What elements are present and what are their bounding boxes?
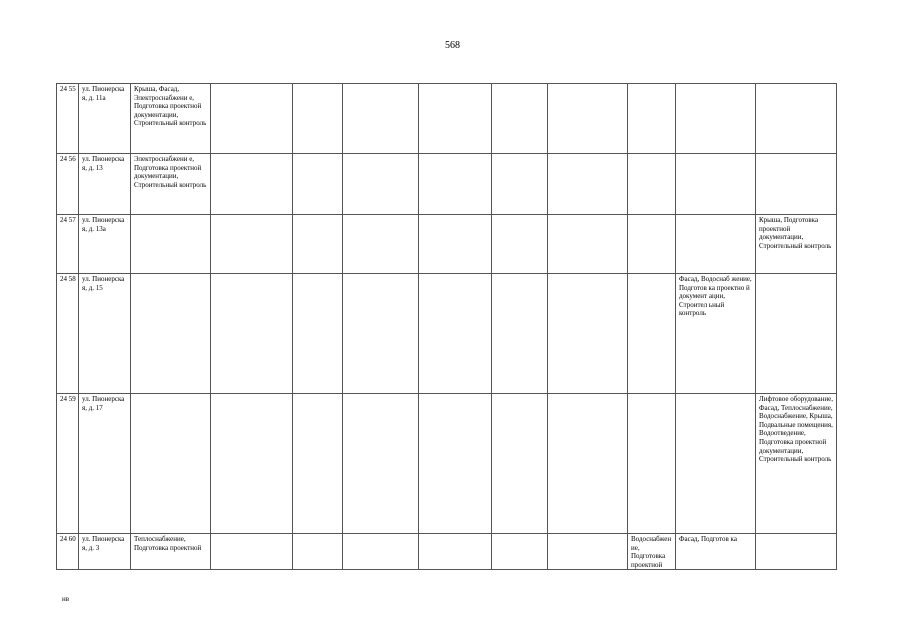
row-number: 24 59 <box>57 394 79 534</box>
works-cell <box>419 154 492 215</box>
table-row <box>57 534 837 570</box>
works-cell: Фасад, Водоснаб жение, Подготов ка проектно й документ ации, Строител ьный контроль <box>676 274 756 394</box>
works-cell <box>343 84 419 154</box>
works-cell <box>419 84 492 154</box>
page-number: 568 <box>445 40 460 51</box>
works-cell <box>293 215 343 274</box>
works-cell <box>293 84 343 154</box>
works-cell <box>676 394 756 534</box>
works-cell <box>211 274 293 394</box>
works-cell <box>676 84 756 154</box>
works-cell <box>211 84 293 154</box>
address-cell: ул. Пионерска я, д. 3 <box>79 534 131 570</box>
works-cell <box>343 274 419 394</box>
works-cell <box>131 274 211 394</box>
works-cell <box>756 274 837 394</box>
works-cell <box>131 394 211 534</box>
works-cell <box>628 84 676 154</box>
works-cell <box>293 394 343 534</box>
works-cell <box>211 534 293 570</box>
works-cell <box>756 84 837 154</box>
works-cell <box>419 215 492 274</box>
works-cell <box>419 394 492 534</box>
works-cell <box>492 215 548 274</box>
works-cell <box>548 534 628 570</box>
address-cell: ул. Пионерска я, д. 17 <box>79 394 131 534</box>
works-cell <box>419 274 492 394</box>
works-cell: Лифтовое оборудование, Фасад, Теплоснабжение, Водоснабжение, Крыша, Подвальные помещения, Водоотведение, Подготовка проектной документации, Строительный контроль <box>756 394 837 534</box>
address-cell: ул. Пионерска я, д. 13а <box>79 215 131 274</box>
works-cell <box>628 274 676 394</box>
table-body <box>57 84 837 570</box>
works-cell <box>676 154 756 215</box>
works-cell <box>293 274 343 394</box>
row-number: 24 56 <box>57 154 79 215</box>
table-row <box>57 274 837 394</box>
address-cell: ул. Пионерска я, д. 15 <box>79 274 131 394</box>
works-cell: Электроснабжени е, Подготовка проектной документации, Строительный контроль <box>131 154 211 215</box>
table-row <box>57 215 837 274</box>
works-cell <box>628 215 676 274</box>
works-cell <box>492 154 548 215</box>
works-cell <box>492 394 548 534</box>
works-cell <box>756 534 837 570</box>
works-cell <box>343 215 419 274</box>
works-cell: Теплоснабжение, Подготовка проектной <box>131 534 211 570</box>
footer-mark: нв <box>62 595 70 603</box>
repair-schedule-table <box>56 83 837 570</box>
works-cell <box>293 534 343 570</box>
row-number: 24 60 <box>57 534 79 570</box>
works-cell <box>343 534 419 570</box>
works-cell <box>628 154 676 215</box>
works-cell <box>492 534 548 570</box>
table-row <box>57 84 837 154</box>
works-cell <box>628 394 676 534</box>
works-cell <box>211 154 293 215</box>
address-cell: ул. Пионерска я, д. 11а <box>79 84 131 154</box>
works-cell <box>343 154 419 215</box>
works-cell <box>548 84 628 154</box>
row-number: 24 57 <box>57 215 79 274</box>
row-number: 24 58 <box>57 274 79 394</box>
table-row <box>57 394 837 534</box>
works-cell: Крыша, Подготовка проектной документации, Строительный контроль <box>756 215 837 274</box>
works-cell <box>492 84 548 154</box>
works-cell <box>548 394 628 534</box>
works-cell <box>548 154 628 215</box>
works-cell <box>343 394 419 534</box>
works-cell <box>548 274 628 394</box>
row-number: 24 55 <box>57 84 79 154</box>
works-cell <box>756 154 837 215</box>
table-row <box>57 154 837 215</box>
address-cell: ул. Пионерска я, д. 13 <box>79 154 131 215</box>
works-cell <box>211 215 293 274</box>
works-cell <box>211 394 293 534</box>
works-cell: Фасад, Подготов ка <box>676 534 756 570</box>
works-cell: Крыша, Фасад, Электроснабжени е, Подготовка проектной документации, Строительный контроль <box>131 84 211 154</box>
works-cell <box>293 154 343 215</box>
works-cell <box>419 534 492 570</box>
works-cell <box>548 215 628 274</box>
works-cell <box>676 215 756 274</box>
works-cell <box>492 274 548 394</box>
works-cell: Водоснабжение, Подготовка проектной <box>628 534 676 570</box>
works-cell <box>131 215 211 274</box>
